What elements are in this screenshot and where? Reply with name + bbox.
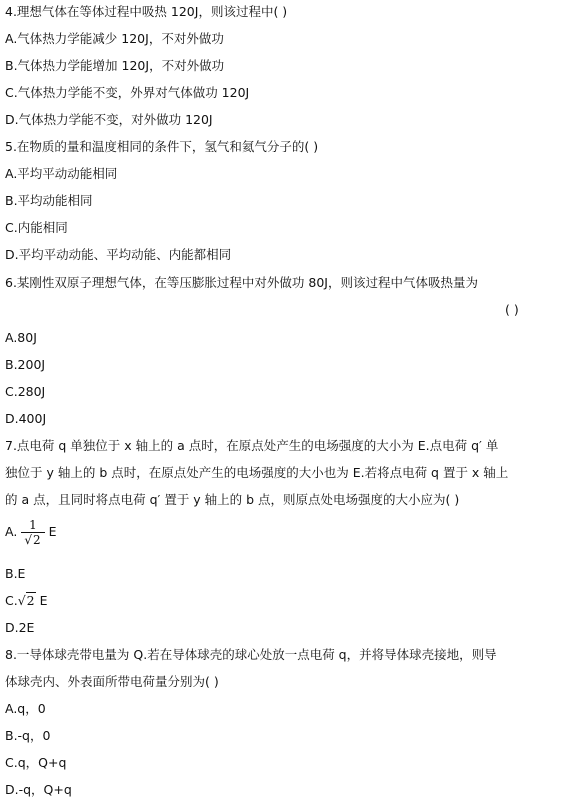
q8-option-c: C.q，Q+q [5,755,67,770]
q7-option-a-suffix: E [48,524,57,539]
q7-option-a-denominator [21,532,44,547]
sqrt-symbol: √ [24,533,32,547]
q7-option-d: D.2E [5,620,35,635]
q8-option-b: B.-q，0 [5,728,51,743]
q8-option-a: A.q，0 [5,701,46,716]
q7-stem-line3: 的 a 点，且同时将点电荷 q′ 置于 y 轴上的 b 点，则原点处电场强度的大小应为( ) [5,492,460,507]
q7-stem-line1: 7.点电荷 q 单独位于 x 轴上的 a 点时，在原点处产生的电场强度的大小为 E.点电荷 q′ 单 [5,438,499,453]
q6-option-d: D.400J [5,411,47,426]
q7-option-a-fraction [21,518,44,547]
q7-option-c-prefix: C. [5,593,18,608]
q6-option-b: B.200J [5,357,46,372]
q7-option-c-radicand: 2 [26,593,35,608]
q4-option-c: C.气体热力学能不变，外界对气体做功 120J [5,85,250,100]
q7-option-c-sqrt: √ [17,593,26,608]
q8-stem-line2: 体球壳内、外表面所带电荷量分别为( ) [5,674,219,689]
q8-stem-line1: 8.一导体球壳带电量为 Q.若在导体球壳的球心处放一点电荷 q，并将导体球壳接地，则导 [5,647,497,662]
q5-option-b: B.平均动能相同 [5,193,93,208]
q6-option-c: C.280J [5,384,46,399]
q7-option-a-radicand: 2 [32,533,41,547]
q8-option-d: D.-q，Q+q [5,782,72,797]
q4-option-b: B.气体热力学能增加 120J，不对外做功 [5,58,225,73]
q5-stem: 5.在物质的量和温度相同的条件下，氢气和氦气分子的( ) [5,139,319,154]
q7-option-a-prefix: A. [5,524,18,539]
q7-option-c-suffix: E [39,593,48,608]
q6-answer-paren: ( ) [505,302,519,317]
q4-option-a: A.气体热力学能减少 120J，不对外做功 [5,31,224,46]
q7-option-c [5,593,48,609]
q5-option-a: A.平均平动动能相同 [5,166,118,181]
q7-option-a-numerator: 1 [29,518,37,532]
q4-option-d: D.气体热力学能不变，对外做功 120J [5,112,213,127]
q4-stem: 4.理想气体在等体过程中吸热 120J，则该过程中( ) [5,4,288,19]
q5-option-c: C.内能相同 [5,220,68,235]
q7-option-b: B.E [5,566,26,581]
q6-stem: 6.某刚性双原子理想气体，在等压膨胀过程中对外做功 80J，则该过程中气体吸热量为 [5,275,478,290]
q7-stem-line2: 独位于 y 轴上的 b 点时，在原点处产生的电场强度的大小也为 E.若将点电荷 q 置于 x 轴上 [5,465,509,480]
q5-option-d: D.平均平动动能、平均动能、内能都相同 [5,247,232,262]
q7-option-a [5,516,57,548]
q6-option-a: A.80J [5,330,37,345]
